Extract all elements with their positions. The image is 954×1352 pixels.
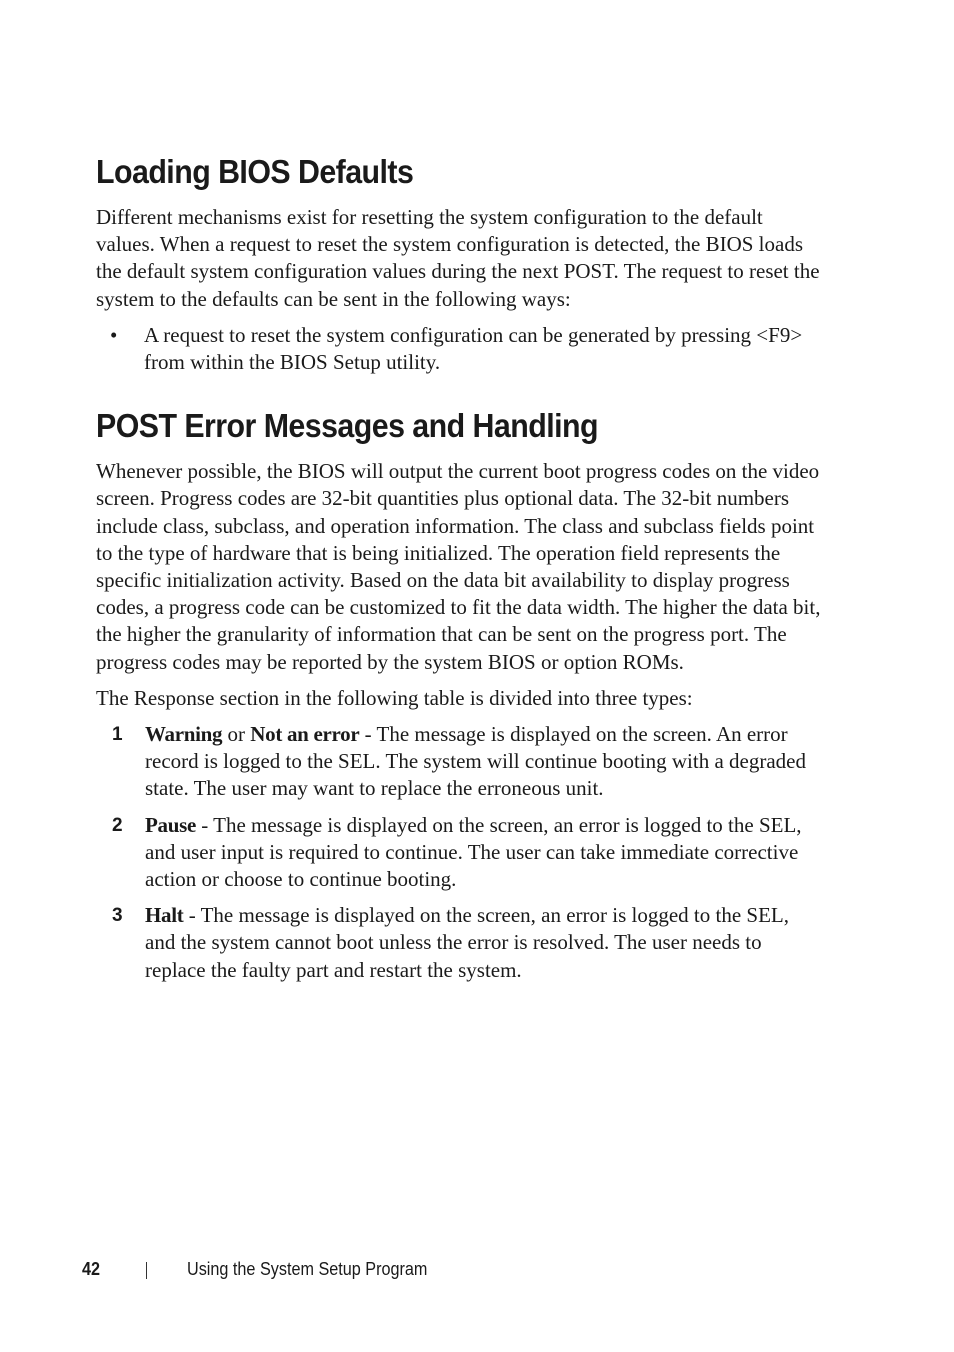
term-pause: Pause (145, 812, 197, 837)
term-warning: Warning (145, 722, 223, 747)
list-item-text: A request to reset the system configuration can be generated by pressing <F9> from within the BIOS Setup utility. (144, 322, 803, 375)
item-description: - The message is displayed on the screen, an error is logged to the SEL, and user input is required to continue. The user can take immediate corrective action or choose to continue booting. (145, 812, 802, 892)
list-item (96, 902, 824, 984)
term-joiner: or (222, 722, 251, 747)
list-item (96, 721, 824, 803)
page-content (96, 152, 824, 993)
term-halt: Halt (145, 903, 184, 928)
list-item (96, 322, 824, 376)
item-description: - The message is displayed on the screen, an error is logged to the SEL, and the system cannot boot unless the error is resolved. The user needs to replace the faulty part and restart the system. (145, 903, 790, 982)
term-not-an-error: Not an error (250, 722, 360, 747)
list-item (96, 812, 824, 894)
reset-methods-list (96, 322, 824, 376)
section2-paragraph-2: The Response section in the following table is divided into three types: (96, 685, 693, 710)
section2-paragraph-1: Whenever possible, the BIOS will output the current boot progress codes on the video screen. Progress codes are 32-bit quantities plus optional data. The 32-bit numbers include class, subclass, and operation information. The class and subclass fields point to the type of hardware that is being initialized. The operation field represents the specific initialization activity. Based on the data bit availability to display progress codes, a progress code can be customized to fit the data width. The higher the data bit, the higher the granularity of information that can be sent on the progress port. The progress codes may be reported by the system BIOS or option ROMs. (96, 459, 821, 674)
response-types-list (96, 721, 824, 984)
item-number: 2 (112, 814, 123, 836)
item-number: 3 (112, 905, 123, 927)
section-heading-loading-bios-defaults: Loading BIOS Defaults (96, 153, 414, 190)
item-description: - The message is displayed on the screen. An error record is logged to the SEL. The system will continue booting with a degraded state. The user may want to replace the erroneous unit. (145, 722, 806, 801)
section1-paragraph: Different mechanisms exist for resetting the system configuration to the default values. When a request to reset the system configuration is detected, the BIOS loads the default system configuration values during the next POST. The request to reset the system to the defaults can be sent in the following ways: (96, 205, 820, 311)
chapter-title: Using the System Setup Program (187, 1259, 428, 1279)
page-number: 42 (82, 1259, 101, 1279)
footer-divider (146, 1262, 147, 1279)
bullet-icon: • (110, 322, 118, 347)
section-heading-post-error-messages: POST Error Messages and Handling (96, 407, 598, 445)
item-number: 1 (112, 724, 123, 746)
